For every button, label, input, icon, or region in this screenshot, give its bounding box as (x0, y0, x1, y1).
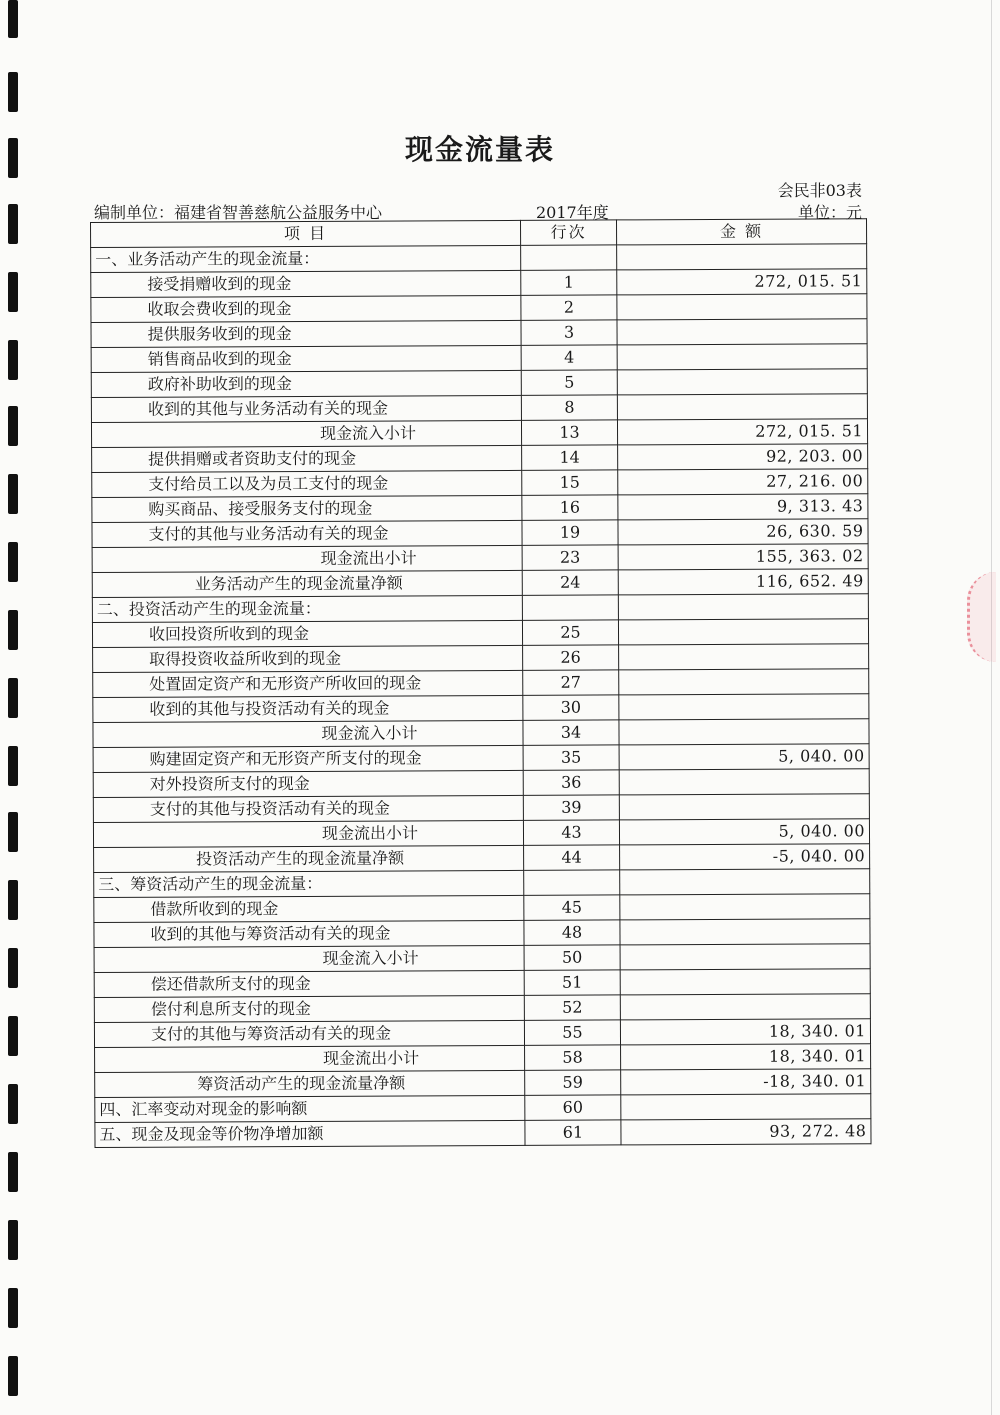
row-line-number: 15 (522, 470, 618, 495)
row-item: 现金流出小计 (93, 820, 523, 847)
row-line-number: 16 (522, 495, 618, 520)
table-row (95, 1119, 871, 1148)
row-amount: 18, 340. 01 (621, 1044, 871, 1070)
row-item: 偿付利息所支付的现金 (94, 995, 524, 1022)
row-line-number: 14 (522, 445, 618, 470)
row-item: 筹资活动产生的现金流量净额 (95, 1070, 525, 1097)
row-line-number: 55 (524, 1020, 620, 1045)
row-amount (617, 244, 867, 270)
row-item: 提供捐赠或者资助支付的现金 (92, 445, 522, 472)
table-row (94, 969, 870, 998)
table-row (92, 569, 868, 598)
table-row (91, 419, 867, 448)
row-item: 提供服务收到的现金 (91, 320, 521, 347)
row-line-number: 51 (524, 970, 620, 995)
row-line-number: 45 (524, 895, 620, 920)
row-item: 收取会费收到的现金 (91, 295, 521, 322)
row-amount (619, 769, 869, 795)
row-amount (621, 1094, 871, 1120)
row-item: 现金流入小计 (91, 420, 521, 447)
table-row (93, 769, 869, 798)
row-line-number: 3 (521, 320, 617, 345)
row-amount: 272, 015. 51 (617, 419, 867, 445)
row-line-number: 36 (523, 770, 619, 795)
row-item: 收回投资所收到的现金 (92, 620, 522, 647)
table-row (94, 869, 870, 898)
row-item: 支付的其他与业务活动有关的现金 (92, 520, 522, 547)
row-line-number (524, 870, 620, 895)
row-line-number: 60 (525, 1095, 621, 1120)
row-amount: 116, 652. 49 (618, 569, 868, 595)
row-amount (619, 694, 869, 720)
row-amount (620, 894, 870, 920)
currency-unit: 单位：元 (797, 203, 862, 222)
table-row (91, 369, 867, 398)
row-item: 支付的其他与投资活动有关的现金 (93, 795, 523, 822)
row-item: 现金流出小计 (92, 545, 522, 572)
row-line-number: 52 (524, 995, 620, 1020)
table-row (92, 594, 868, 623)
table-row (94, 844, 870, 873)
row-amount (619, 644, 869, 670)
table-row (93, 694, 869, 723)
row-item: 收到的其他与业务活动有关的现金 (91, 395, 521, 422)
row-line-number: 24 (522, 570, 618, 595)
table-row (91, 244, 867, 273)
table-row (95, 1094, 871, 1123)
row-amount: 155, 363. 02 (618, 544, 868, 570)
row-amount (620, 919, 870, 945)
row-item: 取得投资收益所收到的现金 (93, 645, 523, 672)
column-header-item: 项 目 (91, 220, 521, 247)
report-year: 2017年度 (536, 203, 609, 222)
table-row (92, 619, 868, 648)
table-row (94, 894, 870, 923)
table-row (95, 1044, 871, 1073)
row-line-number: 2 (521, 295, 617, 320)
row-amount (619, 669, 869, 695)
table-row (92, 544, 868, 573)
table-row (94, 994, 870, 1023)
row-amount (619, 794, 869, 820)
row-item: 收到的其他与筹资活动有关的现金 (94, 920, 524, 947)
table-row (93, 719, 869, 748)
row-amount (620, 944, 870, 970)
row-line-number: 19 (522, 520, 618, 545)
row-amount (617, 294, 867, 320)
row-line-number (521, 245, 617, 270)
row-item: 现金流出小计 (95, 1045, 525, 1072)
table-row (91, 294, 867, 323)
table-row (93, 669, 869, 698)
row-line-number: 26 (523, 645, 619, 670)
table-row (95, 1069, 871, 1098)
row-item: 对外投资所支付的现金 (93, 770, 523, 797)
row-amount: 27, 216. 00 (618, 469, 868, 495)
row-item: 一、业务活动产生的现金流量： (91, 245, 521, 272)
row-item: 三、筹资活动产生的现金流量： (94, 870, 524, 897)
row-line-number: 59 (525, 1070, 621, 1095)
row-amount (618, 619, 868, 645)
table-row (94, 944, 870, 973)
row-item: 收到的其他与投资活动有关的现金 (93, 695, 523, 722)
table-row (92, 494, 868, 523)
row-amount: 92, 203. 00 (618, 444, 868, 470)
row-line-number: 13 (521, 420, 617, 445)
row-amount (617, 369, 867, 395)
table-row (91, 319, 867, 348)
row-item: 二、投资活动产生的现金流量： (92, 595, 522, 622)
row-line-number: 5 (521, 370, 617, 395)
row-line-number (522, 595, 618, 620)
row-line-number: 50 (524, 945, 620, 970)
row-item: 支付给员工以及为员工支付的现金 (92, 470, 522, 497)
row-item: 五、现金及现金等价物净增加额 (95, 1120, 525, 1147)
row-item: 政府补助收到的现金 (91, 370, 521, 397)
row-amount: 93, 272. 48 (621, 1119, 871, 1145)
row-item: 投资活动产生的现金流量净额 (94, 845, 524, 872)
row-line-number: 30 (523, 695, 619, 720)
table-row (92, 519, 868, 548)
row-item: 销售商品收到的现金 (91, 345, 521, 372)
row-line-number: 1 (521, 270, 617, 295)
row-line-number: 25 (522, 620, 618, 645)
row-item: 现金流入小计 (93, 720, 523, 747)
column-header-amount: 金 额 (616, 219, 866, 245)
row-item: 处置固定资产和无形资产所收回的现金 (93, 670, 523, 697)
row-line-number: 27 (523, 670, 619, 695)
table-header-row (91, 219, 867, 248)
row-amount: 18, 340. 01 (620, 1019, 870, 1045)
column-header-line: 行次 (520, 220, 616, 245)
row-item: 现金流入小计 (94, 945, 524, 972)
table-row (93, 819, 869, 848)
row-item: 四、汇率变动对现金的影响额 (95, 1095, 525, 1122)
row-item: 购买商品、接受服务支付的现金 (92, 495, 522, 522)
row-line-number: 58 (525, 1045, 621, 1070)
row-amount (617, 394, 867, 420)
row-line-number: 34 (523, 720, 619, 745)
row-amount: -18, 340. 01 (621, 1069, 871, 1095)
row-item: 支付的其他与筹资活动有关的现金 (94, 1020, 524, 1047)
document-title: 现金流量表 (404, 133, 555, 166)
row-amount (618, 594, 868, 620)
table-row (93, 644, 869, 673)
row-line-number: 23 (522, 545, 618, 570)
table-row (93, 794, 869, 823)
row-amount (620, 969, 870, 995)
row-line-number: 44 (524, 845, 620, 870)
row-amount: 5, 040. 00 (619, 819, 869, 845)
row-line-number: 4 (521, 345, 617, 370)
table-row (91, 269, 867, 298)
row-line-number: 61 (525, 1120, 621, 1145)
row-item: 借款所收到的现金 (94, 895, 524, 922)
row-amount: 9, 313. 43 (618, 494, 868, 520)
row-amount (620, 869, 870, 895)
row-amount: -5, 040. 00 (620, 844, 870, 870)
row-line-number: 35 (523, 745, 619, 770)
row-line-number: 48 (524, 920, 620, 945)
cash-flow-table (90, 218, 872, 1148)
row-item: 业务活动产生的现金流量净额 (92, 570, 522, 597)
row-amount (619, 719, 869, 745)
binding-holes (8, 0, 22, 1415)
form-number: 会民非03表 (777, 181, 862, 200)
row-amount (620, 994, 870, 1020)
table-row (94, 919, 870, 948)
red-seal-stamp (967, 572, 996, 662)
table-row (92, 444, 868, 473)
row-item: 偿还借款所支付的现金 (94, 970, 524, 997)
organization-name: 编制单位：福建省智善慈航公益服务中心 (94, 203, 383, 222)
table-row (93, 744, 869, 773)
row-amount (617, 344, 867, 370)
row-line-number: 39 (523, 795, 619, 820)
table-row (91, 394, 867, 423)
row-amount: 272, 015. 51 (617, 269, 867, 295)
row-line-number: 43 (523, 820, 619, 845)
row-amount (617, 319, 867, 345)
row-item: 购建固定资产和无形资产所支付的现金 (93, 745, 523, 772)
row-amount: 26, 630. 59 (618, 519, 868, 545)
row-line-number: 8 (521, 395, 617, 420)
page-edge (991, 0, 992, 1415)
table-row (91, 344, 867, 373)
table-row (92, 469, 868, 498)
table-row (94, 1019, 870, 1048)
row-amount: 5, 040. 00 (619, 744, 869, 770)
row-item: 接受捐赠收到的现金 (91, 270, 521, 297)
